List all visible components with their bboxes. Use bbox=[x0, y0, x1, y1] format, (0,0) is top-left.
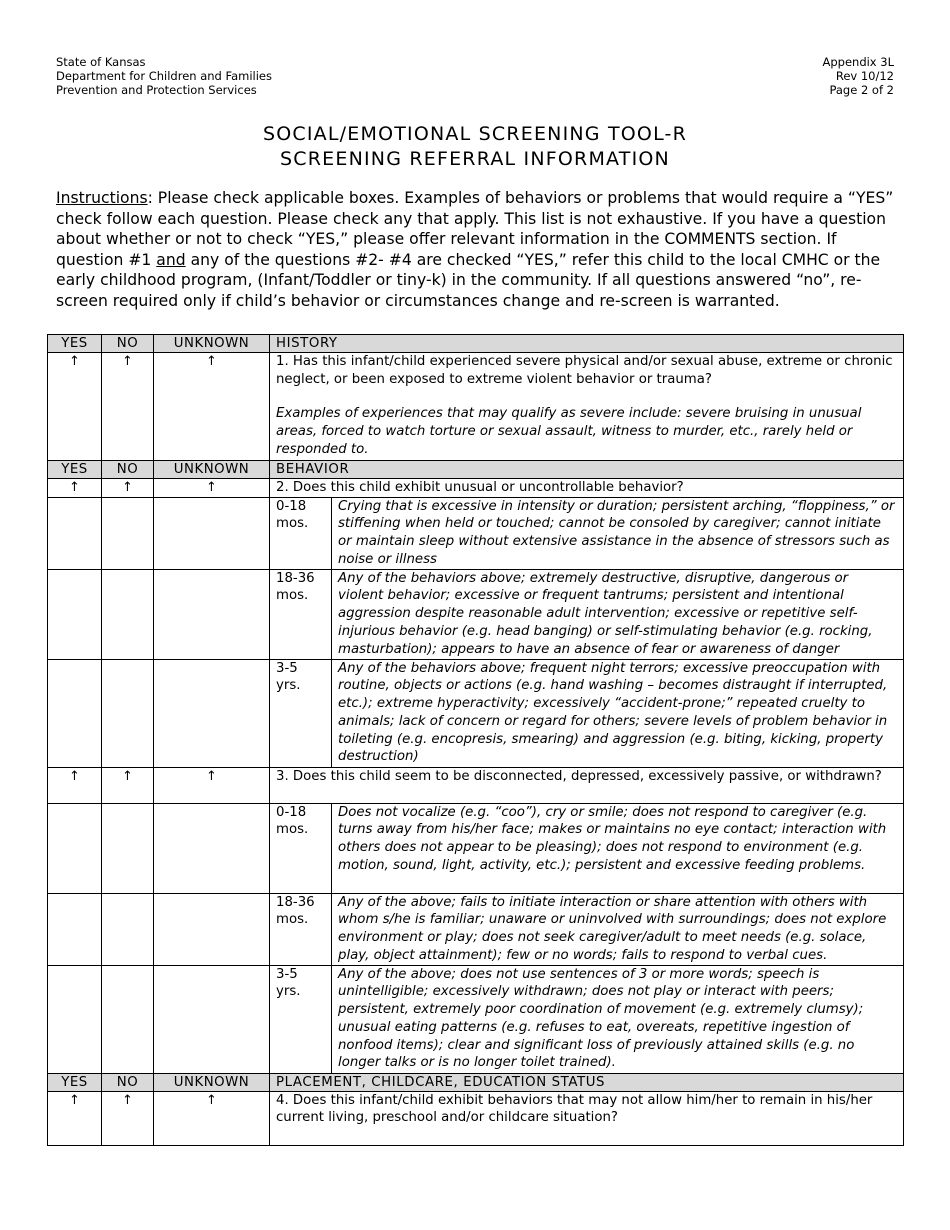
q2-age-row bbox=[48, 659, 904, 767]
question-2-row bbox=[48, 479, 904, 498]
question-4-row bbox=[48, 1091, 904, 1145]
q2-age-0-18: 0-18 mos. bbox=[270, 497, 332, 569]
instructions-text-1: : Please check applicable boxes. Examples of behaviors or problems that would require a “YES” check follow each question. Please check any that apply. This list is not exhaustive. If you have a question about whether or not to check “YES,” please offer relevant information in the COMMENTS section. If question #1 bbox=[56, 189, 894, 269]
question-3-row bbox=[48, 767, 904, 803]
q2-yes-checkbox[interactable]: ↑ bbox=[48, 479, 102, 498]
q4-unknown-checkbox[interactable]: ↑ bbox=[154, 1091, 270, 1145]
q2-unknown-checkbox[interactable]: ↑ bbox=[154, 479, 270, 498]
q1-yes-checkbox[interactable]: ↑ bbox=[48, 353, 102, 461]
q2-age-3-5: 3-5 yrs. bbox=[270, 659, 332, 767]
agency-state: State of Kansas bbox=[56, 55, 146, 69]
page-title bbox=[0, 122, 950, 172]
section-behavior: BEHAVIOR bbox=[270, 461, 904, 479]
col-unknown-header: UNKNOWN bbox=[154, 335, 270, 353]
agency-division: Prevention and Protection Services bbox=[56, 83, 257, 97]
q3-text: 3. Does this child seem to be disconnected, depressed, excessively passive, or withdrawn? bbox=[270, 767, 904, 803]
q3-age-row bbox=[48, 965, 904, 1073]
q3-no-checkbox[interactable]: ↑ bbox=[102, 767, 154, 803]
q3-example-0-18: Does not vocalize (e.g. “coo”), cry or smile; does not respond to caregiver (e.g. turns away from his/her face; makes or maintains no eye contact; interaction with others does not appear to be pleasing); does not respond to environment (e.g. motion, sound, light, activity, etc.); persistent and excessive feeding problems. bbox=[332, 803, 904, 893]
q2-example-18-36: Any of the behaviors above; extremely destructive, disruptive, dangerous or violent behavior; excessive or frequent tantrums; persistent and intentional aggression despite reasonable adult intervention; excessive or repetitive self-injurious behavior (e.g. head banging) or self-stimulating behavior (e.g. rocking, masturbation); appears to have an absence of fear or awareness of danger bbox=[332, 569, 904, 659]
section-placement: PLACEMENT, CHILDCARE, EDUCATION STATUS bbox=[270, 1073, 904, 1091]
q4-text: 4. Does this infant/child exhibit behaviors that may not allow him/her to remain in his/her current living, preschool and/or childcare situation? bbox=[270, 1091, 904, 1145]
q2-no-checkbox[interactable]: ↑ bbox=[102, 479, 154, 498]
behavior-header-row bbox=[48, 461, 904, 479]
screening-table bbox=[47, 334, 904, 1146]
q1-text: 1. Has this infant/child experienced severe physical and/or sexual abuse, extreme or chronic neglect, or been exposed to extreme violent behavior or trauma? bbox=[276, 354, 893, 387]
q3-age-3-5: 3-5 yrs. bbox=[270, 965, 332, 1073]
page-number: Page 2 of 2 bbox=[829, 83, 894, 97]
agency-department: Department for Children and Families bbox=[56, 69, 272, 83]
q1-cell bbox=[270, 353, 904, 461]
q2-text: 2. Does this child exhibit unusual or uncontrollable behavior? bbox=[270, 479, 904, 498]
q4-no-checkbox[interactable]: ↑ bbox=[102, 1091, 154, 1145]
col-no-header: NO bbox=[102, 1073, 154, 1091]
q3-example-18-36: Any of the above; fails to initiate interaction or share attention with others with whom s/he is familiar; unaware or uninvolved with surroundings; does not explore environment or play; does not seek caregiver/adult to meet needs (e.g. solace, play, object attainment); few or no words; fails to respond to verbal cues. bbox=[332, 893, 904, 965]
q1-unknown-checkbox[interactable]: ↑ bbox=[154, 353, 270, 461]
q2-age-row bbox=[48, 569, 904, 659]
q1-no-checkbox[interactable]: ↑ bbox=[102, 353, 154, 461]
q3-age-row bbox=[48, 803, 904, 893]
q3-unknown-checkbox[interactable]: ↑ bbox=[154, 767, 270, 803]
q3-example-3-5: Any of the above; does not use sentences of 3 or more words; speech is unintelligible; excessively withdrawn; does not play or interact with peers; persistent, extremely poor coordination of movement (e.g. extremely clumsy); unusual eating patterns (e.g. refuses to eat, overeats, repetitive ingestion of nonfood items); clear and significant loss of previously attained skills (e.g. no longer talks or is no longer toilet trained). bbox=[332, 965, 904, 1073]
section-history: HISTORY bbox=[270, 335, 904, 353]
col-yes-header: YES bbox=[48, 1073, 102, 1091]
placement-header-row bbox=[48, 1073, 904, 1091]
q3-age-18-36: 18-36 mos. bbox=[270, 893, 332, 965]
document-info bbox=[822, 55, 894, 97]
col-unknown-header: UNKNOWN bbox=[154, 1073, 270, 1091]
q4-yes-checkbox[interactable]: ↑ bbox=[48, 1091, 102, 1145]
title-line-1: SOCIAL/EMOTIONAL SCREENING TOOL-R bbox=[263, 123, 687, 145]
col-unknown-header: UNKNOWN bbox=[154, 461, 270, 479]
question-1-row bbox=[48, 353, 904, 461]
instructions-text-2: any of the questions #2- #4 are checked “YES,” refer this child to the local CMHC or the early childhood program, (Infant/Toddler or tiny-k) in the community. If all questions answered “no”, re-screen required only if child’s behavior or circumstances change and re-screen is warranted. bbox=[56, 250, 881, 310]
revision-label: Rev 10/12 bbox=[835, 69, 894, 83]
q3-yes-checkbox[interactable]: ↑ bbox=[48, 767, 102, 803]
col-no-header: NO bbox=[102, 461, 154, 479]
q2-example-3-5: Any of the behaviors above; frequent night terrors; excessive preoccupation with routine, objects or actions (e.g. hand washing – becomes distraught if interrupted, etc.); extreme hyperactivity; excessively “accident-prone;” repeated cruelty to animals; lack of concern or regard for others; severe levels of problem behavior in toileting (e.g. encopresis, smearing) and aggression (e.g. biting, kicking, property destruction) bbox=[332, 659, 904, 767]
col-no-header: NO bbox=[102, 335, 154, 353]
instructions-label: Instructions bbox=[56, 189, 148, 207]
q3-age-row bbox=[48, 893, 904, 965]
title-line-2: SCREENING REFERRAL INFORMATION bbox=[280, 148, 670, 170]
col-yes-header: YES bbox=[48, 335, 102, 353]
col-yes-header: YES bbox=[48, 461, 102, 479]
history-header-row bbox=[48, 335, 904, 353]
appendix-label: Appendix 3L bbox=[822, 55, 894, 69]
instructions-and: and bbox=[156, 250, 186, 269]
instructions-paragraph bbox=[56, 188, 896, 312]
q2-age-18-36: 18-36 mos. bbox=[270, 569, 332, 659]
q3-age-0-18: 0-18 mos. bbox=[270, 803, 332, 893]
q2-age-row bbox=[48, 497, 904, 569]
q1-example: Examples of experiences that may qualify as severe include: severe bruising in unusual areas, forced to watch torture or sexual assault, witness to murder, etc., rarely held or responded to. bbox=[276, 406, 862, 457]
q2-example-0-18: Crying that is excessive in intensity or duration; persistent arching, “floppiness,” or stiffening when held or touched; cannot be consoled by caregiver; cannot initiate or maintain sleep without extensive assistance in the absence of stressors such as noise or illness bbox=[332, 497, 904, 569]
agency-header bbox=[56, 55, 272, 97]
